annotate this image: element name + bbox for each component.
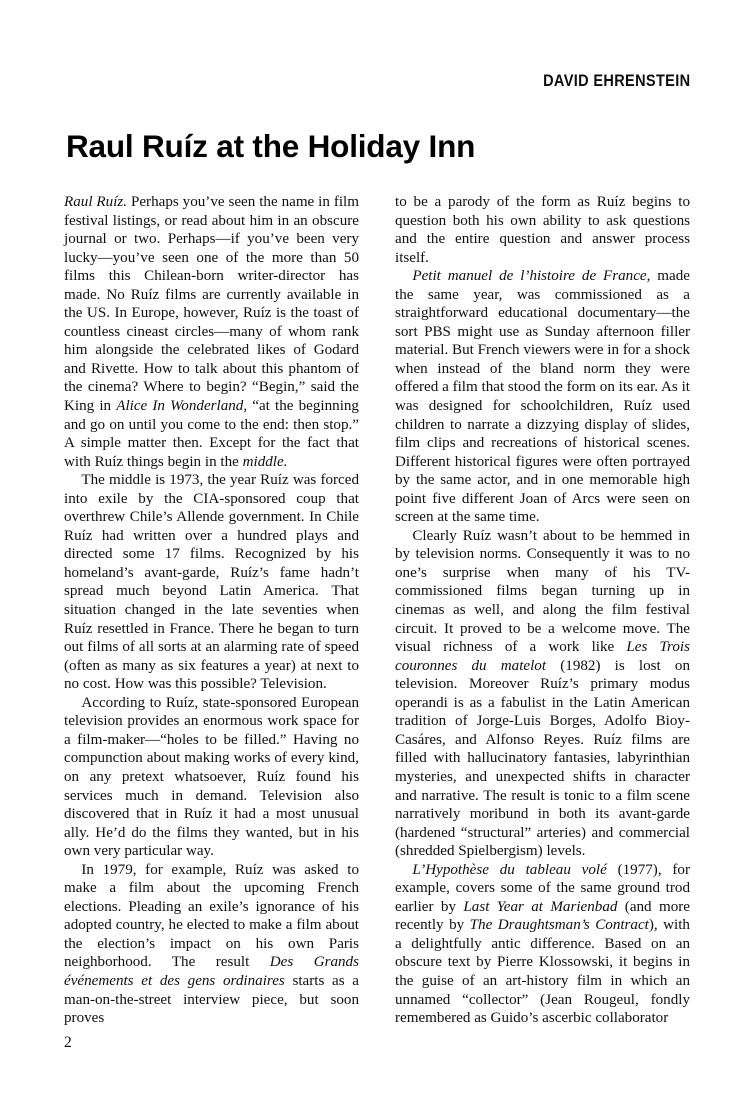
text-run: to be a parody of the form as Ruíz begins to question both his own ability to ask questions and the entire question and answer process itself.: [395, 194, 690, 266]
text-run: The middle is 1973, the year Ruíz was forced into exile by the CIA-sponsored coup that overthrew Chile’s Allende government. In Chile Ruíz had written over a hundred plays and directed some 17 films. Recognized by his homeland’s avant-garde, Ruíz’s fame hadn’t spread much beyond Latin America. That situation changed in the late seventies when Ruíz resettled in France. There he began to turn out films of all sorts at an alarming rate of speed (often as many as six features a year) at next to no cost. How was this possible? Television.: [64, 472, 359, 693]
italic-run: Petit manuel de l’histoire de France,: [412, 268, 651, 285]
text-run: Perhaps you’ve seen the name in film festival listings, or read about him in an obscure journal or two. Perhaps—if you’ve been very lucky—you’ve seen one of the more than 50 films this Chilean-born writer-director has made. No Ruíz films are currently available in the US. In Europe, however, Ruíz is the toast of countless cineast circles—many of whom rank him alongside the celebrated likes of Godard and Rivette. How to talk about this phantom of the cinema? Where to begin? “Begin,” said the King in: [64, 194, 359, 415]
italic-run: Last Year at Marienbad: [463, 898, 618, 915]
italic-run: Les Trois couronnes du matelot: [395, 639, 690, 674]
article-title: Raul Ruíz at the Holiday Inn: [66, 128, 476, 165]
text-run: In 1979, for example, Ruíz was asked to make a film about the upcoming French elections. Pleading an exile’s ignorance of his adopted country, he elected to make a film about the election’s impact on his own Paris neighborhood. The result: [64, 861, 359, 971]
paragraph: [395, 193, 690, 267]
text-column-right: [395, 193, 690, 1028]
italic-run: Des Grands événements et des gens ordinaires: [64, 954, 359, 989]
italic-run: L’Hypothèse du tableau volé: [412, 861, 607, 878]
paragraph: [64, 694, 359, 861]
page-number: 2: [64, 1034, 72, 1051]
paragraph: [64, 471, 359, 694]
paragraph: [64, 861, 359, 1028]
text-run: ), with a delightfully antic difference. Based on an obscure text by Pierre Klossowski, it begins in the guise of an art-history film in which an unnamed “collector” (Jean Rougeul, fondly remembered as Guido’s ascerbic collaborator: [395, 917, 690, 1027]
italic-run: middle.: [242, 453, 288, 470]
text-run: made the same year, was commissioned as a straightforward educational documentary—the sort PBS might use as Sunday afternoon filler material. But French viewers were in for a shock when instead of the bland norm they were offered a film that stood the form on its ear. As it was designed for schoolchildren, Ruíz used children to narrate a dizzying display of slides, film clips and recreations of historical scenes. Different historical figures were often portrayed by the same actor, and in one memorable high point five different Joan of Arcs were seen on screen at the same time.: [395, 268, 690, 526]
text-run: starts as a man-on-the-street interview piece, but soon proves: [64, 972, 359, 1027]
paragraph: [395, 527, 690, 861]
text-run: (1982) is lost on television. Moreover Ruíz’s primary modus operandi is as a fabulist in the Latin American tradition of Jorge-Luis Borges, Adolfo Bioy-Casáres, and Alfonso Reyes. Ruíz films are filled with hallucinatory fantasies, labyrinthian mysteries, and unexpected shifts in character and narrative. The result is tonic to a film scene narratively moribund in both its avant-garde (hardened “structural” arteries) and commercial (shredded Spielbergism) levels.: [395, 657, 690, 860]
italic-run: Raul Ruíz.: [64, 194, 128, 210]
paragraph: [395, 861, 690, 1028]
paragraph: [395, 267, 690, 527]
paragraph: [64, 193, 359, 471]
text-run: “at the beginning and go on until you come to the end: then stop.” A simple matter then. Except for the fact that with Ruíz things begin in the: [64, 398, 359, 470]
text-run: According to Ruíz, state-sponsored European television provides an enormous work space for a film-maker—“holes to be filled.” Having no compunction about making works of every kind, on any pretext whatsoever, Ruíz found his services much in demand. Television also discovered that in Ruíz it had a most unusual ally. He’d do the films they wanted, but in his own very particular way.: [64, 694, 359, 860]
text-run: Clearly Ruíz wasn’t about to be hemmed in by television norms. Consequently it was to no one’s surprise when many of his TV-commissioned films began turning up in cinemas as well, and along the film festival circuit. It proved to be a welcome move. The visual richness of a work like: [395, 527, 690, 656]
text-run: (and more recently by: [395, 898, 690, 934]
italic-run: Alice In Wonderland,: [116, 398, 248, 415]
italic-run: The Draughtsman’s Contract: [469, 917, 649, 934]
text-run: (1977), for example, covers some of the same ground trod earlier by: [395, 861, 690, 915]
article-body: [64, 193, 690, 1028]
text-column-left: [64, 193, 359, 1028]
author-byline: DAVID EHRENSTEIN: [542, 72, 690, 90]
